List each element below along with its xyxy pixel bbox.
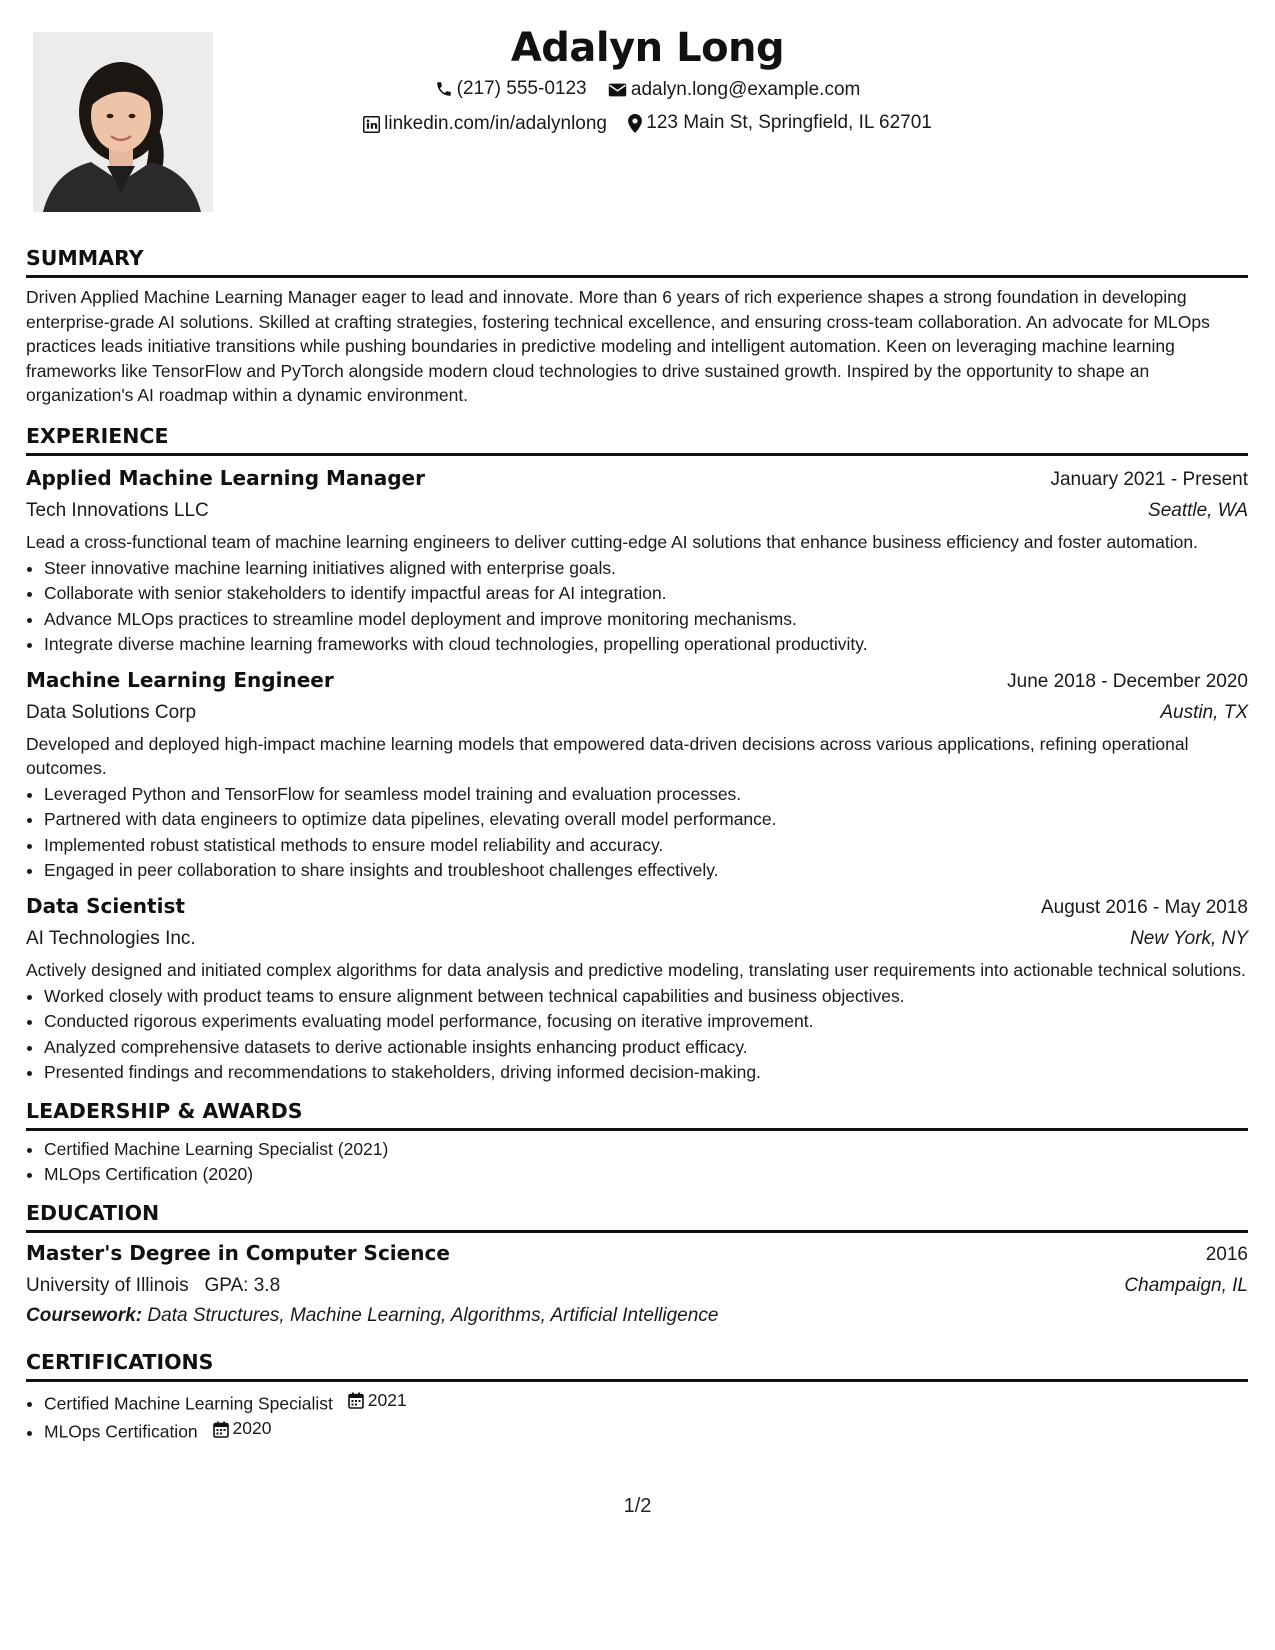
contact-line-2 xyxy=(0,108,1275,143)
job-company: AI Technologies Inc. xyxy=(26,927,196,949)
contact-linkedin[interactable] xyxy=(363,109,607,139)
section-title-certifications: CERTIFICATIONS xyxy=(26,1349,1248,1382)
map-pin-icon xyxy=(628,114,642,133)
list-item: • Certified Machine Learning Specialist (2021) xyxy=(44,1137,1248,1163)
job-location: New York, NY xyxy=(1130,927,1248,949)
degree-title: Master's Degree in Computer Science xyxy=(26,1240,450,1265)
list-item xyxy=(44,1388,1248,1417)
resume-header xyxy=(0,22,1275,143)
contact-email[interactable] xyxy=(608,75,860,105)
email-text: adalyn.long@example.com xyxy=(630,79,861,100)
list-item xyxy=(44,1416,1248,1445)
linkedin-text: linkedin.com/in/adalynlong xyxy=(384,113,608,134)
summary-section xyxy=(26,245,1248,408)
list-item: • Worked closely with product teams to ensure alignment between technical capabilities and business objectives. xyxy=(44,984,1248,1010)
calendar-icon xyxy=(348,1392,364,1409)
list-item: • MLOps Certification (2020) xyxy=(44,1162,1248,1188)
certification-name: Certified Machine Learning Specialist xyxy=(44,1392,333,1413)
contact-address xyxy=(628,108,932,138)
job-bullets xyxy=(26,556,1248,658)
job-description: Lead a cross-functional team of machine learning engineers to deliver cutting-edge AI solutions that enhance business efficiency and foster automation. xyxy=(26,531,1198,552)
graduation-year: 2016 xyxy=(1205,1243,1248,1265)
job-bullets xyxy=(26,984,1248,1086)
job-entry xyxy=(26,890,1248,1086)
candidate-name: Adalyn Long xyxy=(510,25,785,71)
phone-text: (217) 555-0123 xyxy=(456,78,587,99)
job-location: Austin, TX xyxy=(1160,701,1248,723)
list-item: • Advance MLOps practices to streamline model deployment and improve monitoring mechanisms. xyxy=(44,607,1248,633)
gpa: GPA: 3.8 xyxy=(204,1274,281,1296)
section-title-experience: EXPERIENCE xyxy=(26,423,1248,456)
certification-year: 2021 xyxy=(367,1389,407,1410)
certifications-section xyxy=(26,1349,1248,1446)
section-title-education: EDUCATION xyxy=(26,1200,1248,1233)
list-item: • Analyzed comprehensive datasets to derive actionable insights enhancing product efficacy. xyxy=(44,1035,1248,1061)
leadership-section xyxy=(26,1098,1248,1188)
section-title-leadership: LEADERSHIP & AWARDS xyxy=(26,1098,1248,1131)
education-section xyxy=(26,1200,1248,1331)
certifications-list xyxy=(26,1388,1248,1446)
list-item: • Partnered with data engineers to optimize data pipelines, elevating overall model performance. xyxy=(44,807,1248,833)
address-text: 123 Main St, Springfield, IL 62701 xyxy=(646,112,932,133)
contact-phone[interactable] xyxy=(435,74,587,104)
job-company: Data Solutions Corp xyxy=(26,701,197,723)
job-bullets xyxy=(26,782,1248,884)
list-item: • Collaborate with senior stakeholders to identify impactful areas for AI integration. xyxy=(44,581,1248,607)
contact-line-1 xyxy=(0,74,1275,108)
list-item: • Conducted rigorous experiments evaluating model performance, focusing on iterative improvement. xyxy=(44,1009,1248,1035)
job-entry xyxy=(26,664,1248,884)
list-item: • Implemented robust statistical methods to ensure model reliability and accuracy. xyxy=(44,833,1248,859)
list-item: • Engaged in peer collaboration to share insights and troubleshoot challenges effectively. xyxy=(44,858,1248,884)
coursework-list: Data Structures, Machine Learning, Algorithms, Artificial Intelligence xyxy=(147,1304,719,1326)
summary-text: Driven Applied Machine Learning Manager eager to lead and innovate. More than 6 years of rich experience shapes a strong foundation in developing enterprise-grade AI solutions. Skilled at crafting strategies, fostering technical excellence, and ensuring cross-team collaboration. An advocate for MLOps practices leads initiative transitions while pushing boundaries in predictive modeling and intelligent automation. Keen on leveraging machine learning frameworks like TensorFlow and PyTorch alongside modern cloud technologies to drive sustained growth. Inspired by the opportunity to shape an organization's AI roadmap within a dynamic environment. xyxy=(26,287,1210,405)
job-title: Data Scientist xyxy=(26,893,185,918)
job-title: Machine Learning Engineer xyxy=(26,667,334,692)
calendar-icon xyxy=(213,1421,229,1438)
list-item: • Steer innovative machine learning initiatives aligned with enterprise goals. xyxy=(44,556,1248,582)
envelope-icon xyxy=(608,82,627,98)
certification-date xyxy=(213,1416,272,1442)
list-item: • Leveraged Python and TensorFlow for seamless model training and evaluation processes. xyxy=(44,782,1248,808)
resume-body xyxy=(26,245,1248,1445)
coursework-label: Coursework: xyxy=(26,1304,143,1326)
school-name: University of Illinois xyxy=(26,1274,189,1296)
school-location: Champaign, IL xyxy=(1124,1274,1248,1296)
job-dates: January 2021 - Present xyxy=(1050,468,1248,490)
section-title-summary: SUMMARY xyxy=(26,245,1248,278)
certification-date xyxy=(348,1388,407,1414)
experience-section xyxy=(26,423,1248,1086)
job-description: Developed and deployed high-impact machine learning models that empowered data-driven decisions across various applications, refining operational outcomes. xyxy=(26,733,1189,778)
coursework xyxy=(26,1301,1248,1331)
certification-year: 2020 xyxy=(232,1418,272,1439)
job-dates: August 2016 - May 2018 xyxy=(1040,896,1248,918)
job-dates: June 2018 - December 2020 xyxy=(1007,670,1248,692)
leadership-list xyxy=(26,1137,1248,1188)
job-description: Actively designed and initiated complex algorithms for data analysis and predictive modeling, translating user requirements into actionable technical solutions. xyxy=(26,959,1246,980)
job-location: Seattle, WA xyxy=(1148,499,1248,521)
job-company: Tech Innovations LLC xyxy=(26,499,209,521)
list-item: • Presented findings and recommendations to stakeholders, driving informed decision-making. xyxy=(44,1060,1248,1086)
linkedin-icon xyxy=(363,116,380,133)
job-entry xyxy=(26,462,1248,658)
certification-name: MLOps Certification xyxy=(44,1421,198,1442)
list-item: • Integrate diverse machine learning frameworks with cloud technologies, propelling operational productivity. xyxy=(44,632,1248,658)
school-info xyxy=(26,1271,280,1301)
phone-icon xyxy=(435,80,453,98)
job-title: Applied Machine Learning Manager xyxy=(26,465,425,490)
page-number: 1/2 xyxy=(623,1495,652,1517)
